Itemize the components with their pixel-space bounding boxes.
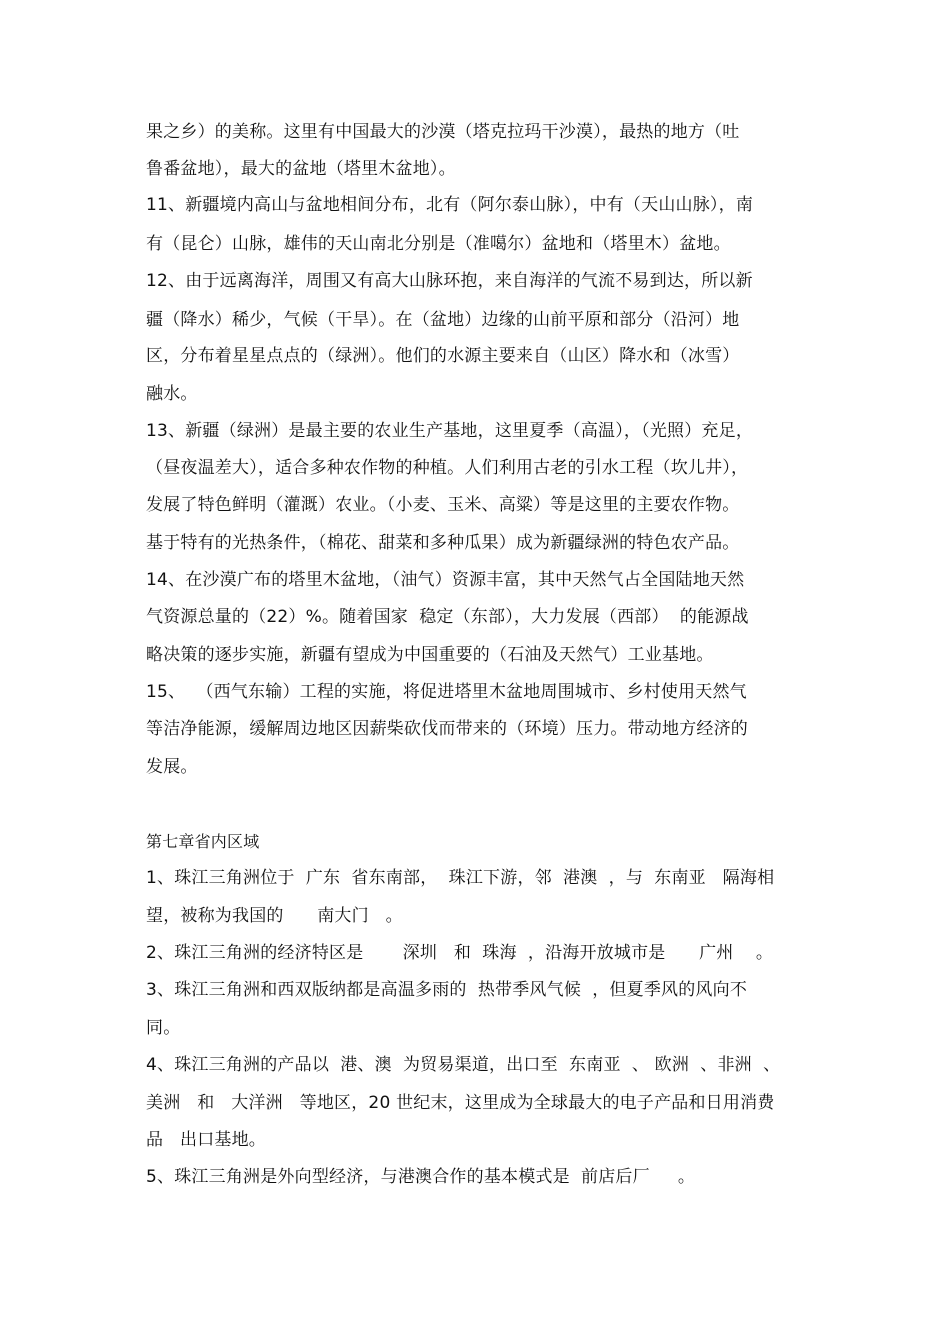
text-line: （昼夜温差大），适合多种农作物的种植。人们利用古老的引水工程（坎儿井）， [146,458,749,478]
text-line: 融水。 [146,384,198,404]
text-line: 15、 （西气东输）工程的实施，将促进塔里木盆地周围城市、乡村使用天然气 [146,682,747,702]
chapter-heading: 第七章省内区域 [146,832,260,851]
text-line: 5、珠江三角洲是外向型经济，与港澳合作的基本模式是 前店后厂 。 [146,1167,696,1187]
text-line: 美洲 和 大洋洲 等地区，20 世纪末，这里成为全球最大的电子产品和日用消费 [146,1093,775,1113]
text-line: 12、由于远离海洋，周围又有高大山脉环抱，来自海洋的气流不易到达，所以新 [146,271,753,291]
text-line: 13、新疆（绿洲）是最主要的农业生产基地，这里夏季（高温），（光照）充足， [146,421,754,441]
text-line: 等洁净能源，缓解周边地区因薪柴砍伐而带来的（环境）压力。带动地方经济的 [146,719,748,739]
text-line: 2、珠江三角洲的经济特区是 深圳 和 珠海 ，沿海开放城市是 广州 。 [146,943,774,963]
text-line: 发展。 [146,757,198,777]
text-line: 14、在沙漠广布的塔里木盆地，（油气）资源丰富，其中天然气占全国陆地天然 [146,570,745,590]
text-line: 区，分布着星星点点的（绿洲）。他们的水源主要来自（山区）降水和（冰雪） [146,346,740,366]
text-line: 发展了特色鲜明（灌溉）农业。（小麦、玉米、高粱）等是这里的主要农作物。 [146,495,740,515]
text-line: 同。 [146,1018,181,1038]
text-line: 略决策的逐步实施，新疆有望成为中国重要的（石油及天然气）工业基地。 [146,645,714,665]
text-line: 3、珠江三角洲和西双版纳都是高温多雨的 热带季风气候 ，但夏季风的风向不 [146,980,748,1000]
text-line: 1、珠江三角洲位于 广东 省东南部， 珠江下游，邻 港澳 ，与 东南亚 隔海相 [146,868,775,888]
text-line: 4、珠江三角洲的产品以 港、澳 为贸易渠道，出口至 东南亚 、 欧洲 、非洲 、 [146,1055,781,1075]
text-line: 基于特有的光热条件，（棉花、甜菜和多种瓜果）成为新疆绿洲的特色农产品。 [146,533,740,553]
text-line: 有（昆仑）山脉，雄伟的天山南北分别是（准噶尔）盆地和（塔里木）盆地。 [146,234,731,254]
text-line: 气资源总量的（22）%。随着国家 稳定（东部），大力发展（西部） 的能源战 [146,607,749,627]
text-line: 疆（降水）稀少，气候（干旱）。在（盆地）边缘的山前平原和部分（沿河）地 [146,310,740,330]
text-line: 鲁番盆地），最大的盆地（塔里木盆地）。 [146,159,456,179]
text-line: 品 出口基地。 [146,1130,267,1150]
text-line: 11、新疆境内高山与盆地相间分布，北有（阿尔泰山脉），中有（天山山脉），南 [146,195,754,215]
text-line: 望，被称为我国的 南大门 。 [146,906,403,926]
text-line: 果之乡）的美称。这里有中国最大的沙漠（塔克拉玛干沙漠），最热的地方（吐 [146,122,740,142]
